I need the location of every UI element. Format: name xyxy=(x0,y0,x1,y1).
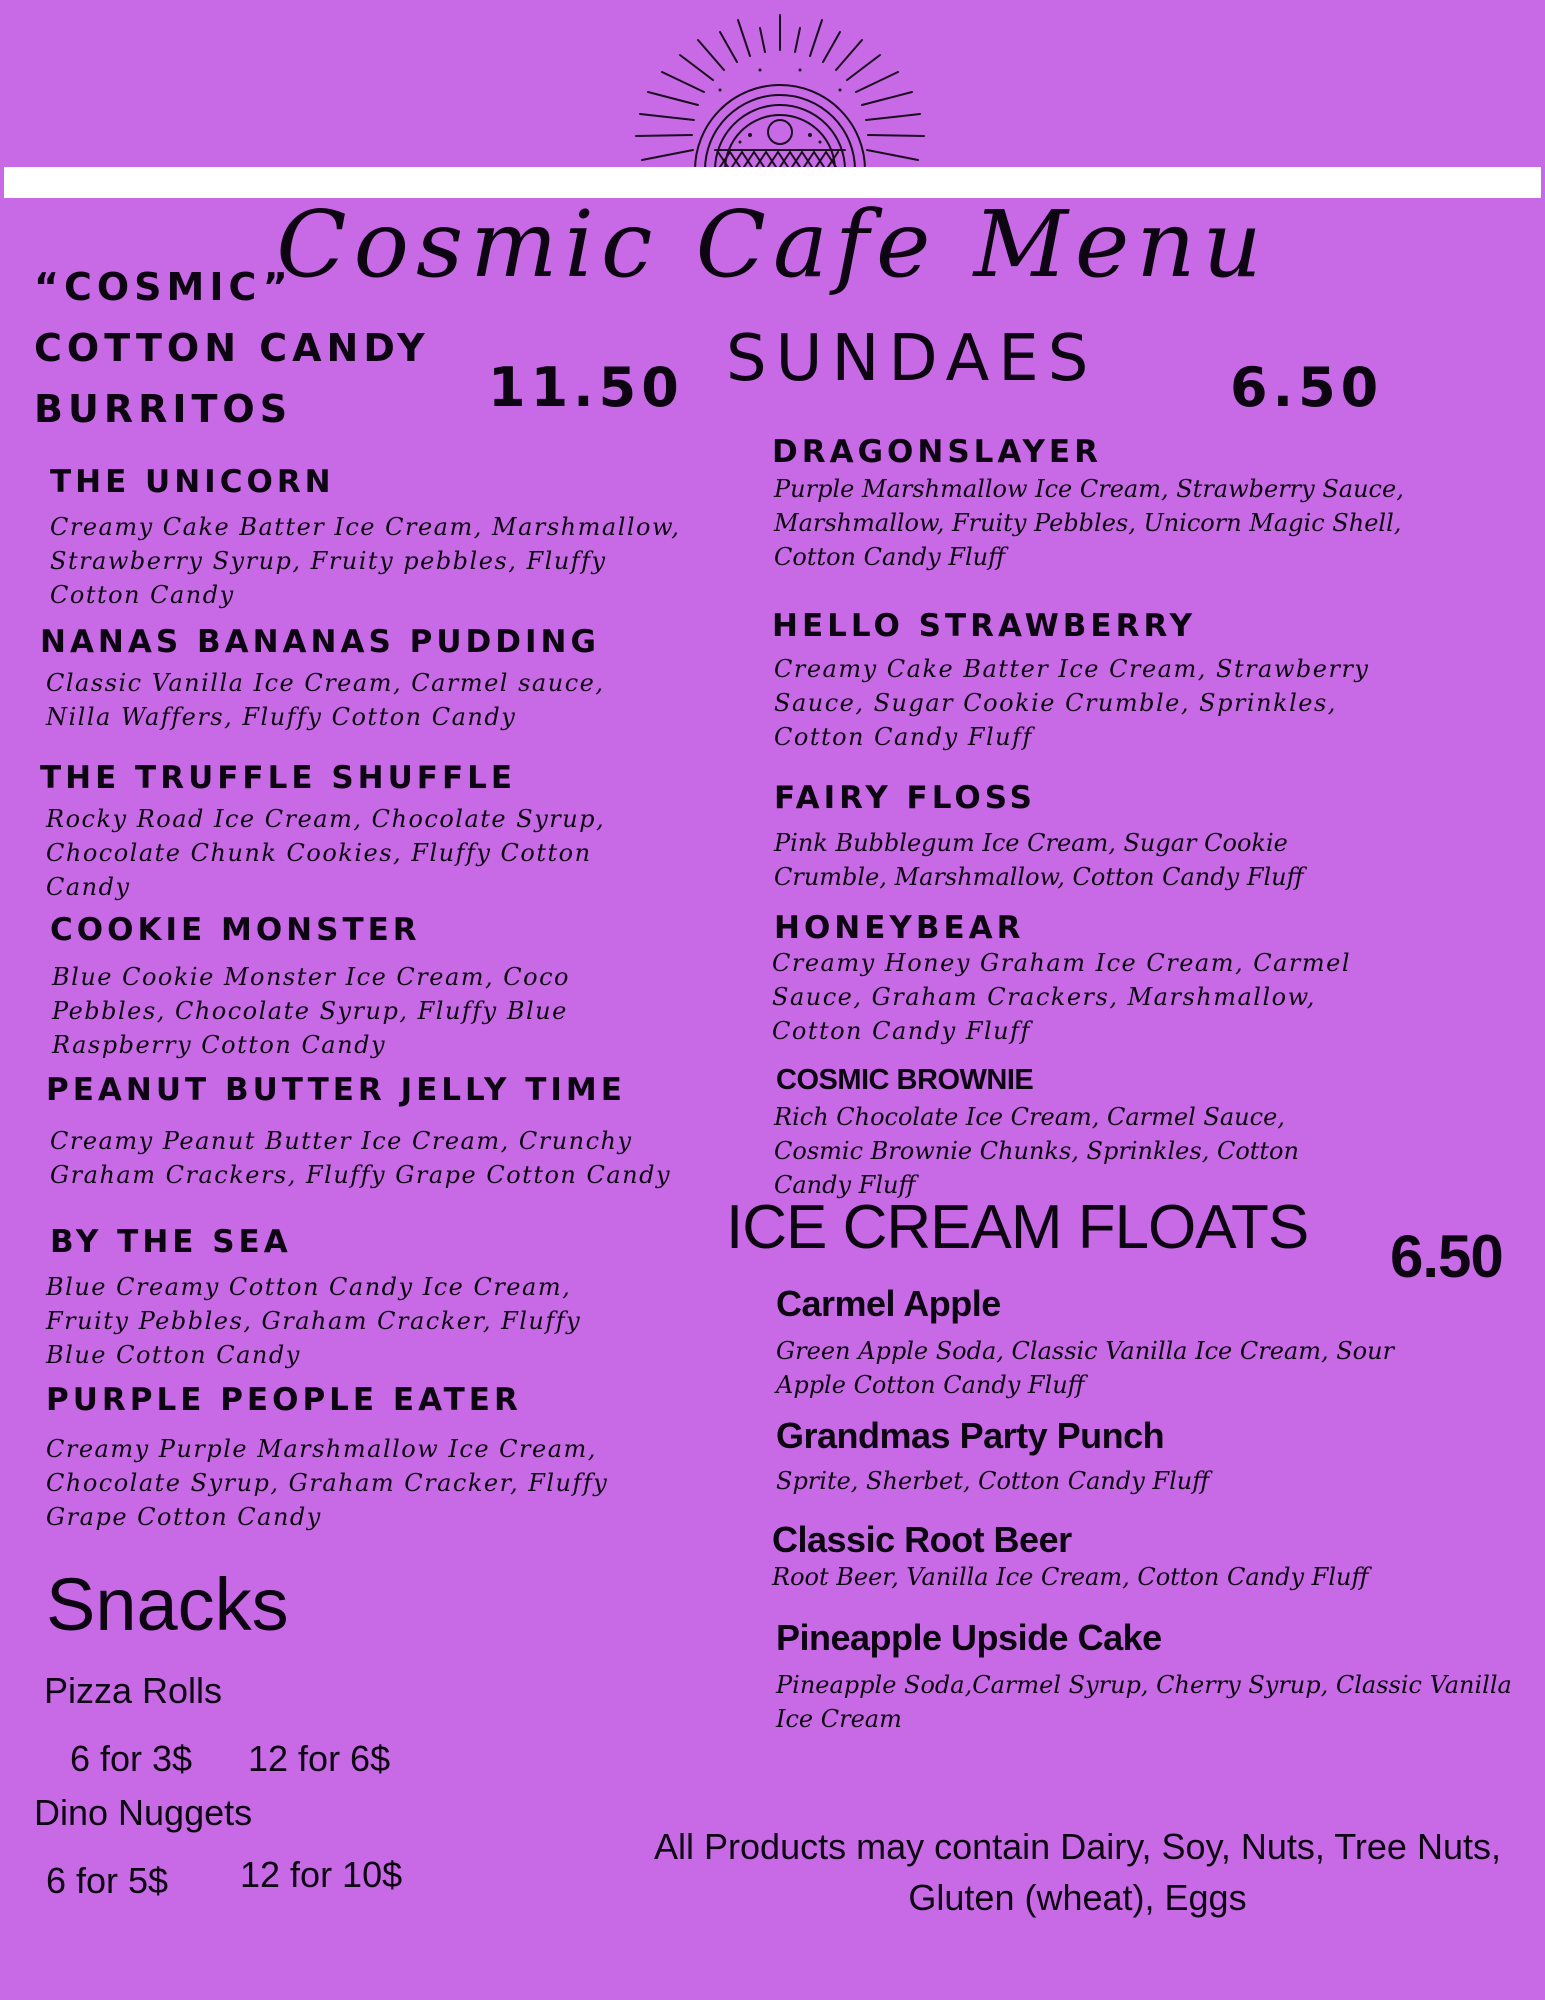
floats-price: 6.50 xyxy=(1390,1223,1503,1290)
menu-item-name: PURPLE PEOPLE EATER xyxy=(46,1382,522,1418)
sundaes-title: SUNDAES xyxy=(726,322,1098,396)
snack-option: 6 for 5$ xyxy=(46,1860,169,1901)
menu-item-desc: Rocky Road Ice Cream, Chocolate Syrup, Chocolate Chunk Cookies, Fluffy Cotton Candy xyxy=(46,805,606,901)
float-item-desc: Green Apple Soda, Classic Vanilla Ice Cream, Sour Apple Cotton Candy Fluff xyxy=(776,1337,1395,1399)
menu-item-name: BY THE SEA xyxy=(50,1224,292,1260)
float-item-desc: Pineapple Soda,Carmel Syrup, Cherry Syrup, Classic Vanilla Ice Cream xyxy=(776,1671,1512,1733)
menu-item-name: FAIRY FLOSS xyxy=(774,780,1036,816)
menu-item-name: DRAGONSLAYER xyxy=(772,434,1102,470)
snacks-title: Snacks xyxy=(46,1563,289,1646)
burritos-title-line1: “COSMIC” xyxy=(34,265,293,309)
sundaes-price: 6.50 xyxy=(1230,356,1384,419)
sunburst-icon xyxy=(600,10,960,170)
float-item-name: Carmel Apple xyxy=(776,1283,1001,1324)
menu-item-desc: Purple Marshmallow Ice Cream, Strawberry Sauce, Marshmallow, Fruity Pebbles, Unicorn Magic Shell, Cotton Candy Fluff xyxy=(774,475,1404,571)
menu-item-name: HELLO STRAWBERRY xyxy=(772,608,1197,644)
burritos-title xyxy=(34,257,430,440)
menu-item-desc: Creamy Cake Batter Ice Cream, Marshmallow, Strawberry Syrup, Fruity pebbles, Fluffy Cotton Candy xyxy=(50,513,681,609)
menu-item-name: COSMIC BROWNIE xyxy=(776,1064,1034,1096)
menu-item-name: COOKIE MONSTER xyxy=(50,912,421,948)
menu-item-desc: Classic Vanilla Ice Cream, Carmel sauce, Nilla Waffers, Fluffy Cotton Candy xyxy=(46,669,605,731)
menu-item-desc: Rich Chocolate Ice Cream, Carmel Sauce, Cosmic Brownie Chunks, Sprinkles, Cotton Candy Fluff xyxy=(774,1103,1299,1199)
menu-item-desc: Creamy Peanut Butter Ice Cream, Crunchy Graham Crackers, Fluffy Grape Cotton Candy xyxy=(50,1127,672,1189)
menu-item-desc: Creamy Honey Graham Ice Cream, Carmel Sauce, Graham Crackers, Marshmallow, Cotton Candy Fluff xyxy=(772,949,1352,1045)
snack-item-name: Dino Nuggets xyxy=(34,1792,253,1833)
menu-item-desc: Pink Bubblegum Ice Cream, Sugar Cookie Crumble, Marshmallow, Cotton Candy Fluff xyxy=(774,829,1304,891)
page-title: Cosmic Cafe Menu xyxy=(276,191,1269,298)
menu-item-name: NANAS BANANAS PUDDING xyxy=(40,624,600,660)
snack-option: 6 for 3$ xyxy=(70,1738,193,1779)
float-item-name: Classic Root Beer xyxy=(772,1519,1072,1560)
menu-item-name: PEANUT BUTTER JELLY TIME xyxy=(46,1072,626,1108)
float-item-desc: Root Beer, Vanilla Ice Cream, Cotton Candy Fluff xyxy=(772,1563,1369,1591)
float-item-desc: Sprite, Sherbet, Cotton Candy Fluff xyxy=(776,1467,1210,1495)
snack-item-name: Pizza Rolls xyxy=(44,1670,223,1711)
menu-item-desc: Blue Creamy Cotton Candy Ice Cream, Fruity Pebbles, Graham Cracker, Fluffy Blue Cotton Candy xyxy=(46,1273,582,1369)
snack-option: 12 for 6$ xyxy=(248,1738,391,1779)
menu-item-name: THE TRUFFLE SHUFFLE xyxy=(40,760,517,796)
snack-option: 12 for 10$ xyxy=(240,1854,403,1895)
menu-item-name: THE UNICORN xyxy=(50,464,335,500)
menu-item-desc: Creamy Purple Marshmallow Ice Cream, Chocolate Syrup, Graham Cracker, Fluffy Grape Cotton Candy xyxy=(46,1435,609,1531)
allergen-line1: All Products may contain Dairy, Soy, Nuts, Tree Nuts, xyxy=(654,1826,1501,1867)
burritos-title-line3: BURRITOS xyxy=(34,387,293,431)
float-item-name: Grandmas Party Punch xyxy=(776,1415,1165,1456)
burritos-title-line2: COTTON CANDY xyxy=(34,326,430,370)
allergen-line2: Gluten (wheat), Eggs xyxy=(908,1877,1247,1918)
menu-item-desc: Blue Cookie Monster Ice Cream, Coco Pebbles, Chocolate Syrup, Fluffy Blue Raspberry Cotton Candy xyxy=(52,963,570,1059)
float-item-name: Pineapple Upside Cake xyxy=(776,1617,1162,1658)
allergen-notice xyxy=(620,1821,1535,1923)
menu-item-name: HONEYBEAR xyxy=(774,910,1025,946)
burritos-price: 11.50 xyxy=(488,356,684,419)
menu-item-desc: Creamy Cake Batter Ice Cream, Strawberry Sauce, Sugar Cookie Crumble, Sprinkles, Cotton Candy Fluff xyxy=(774,655,1370,751)
floats-title: ICE CREAM FLOATS xyxy=(726,1193,1309,1262)
